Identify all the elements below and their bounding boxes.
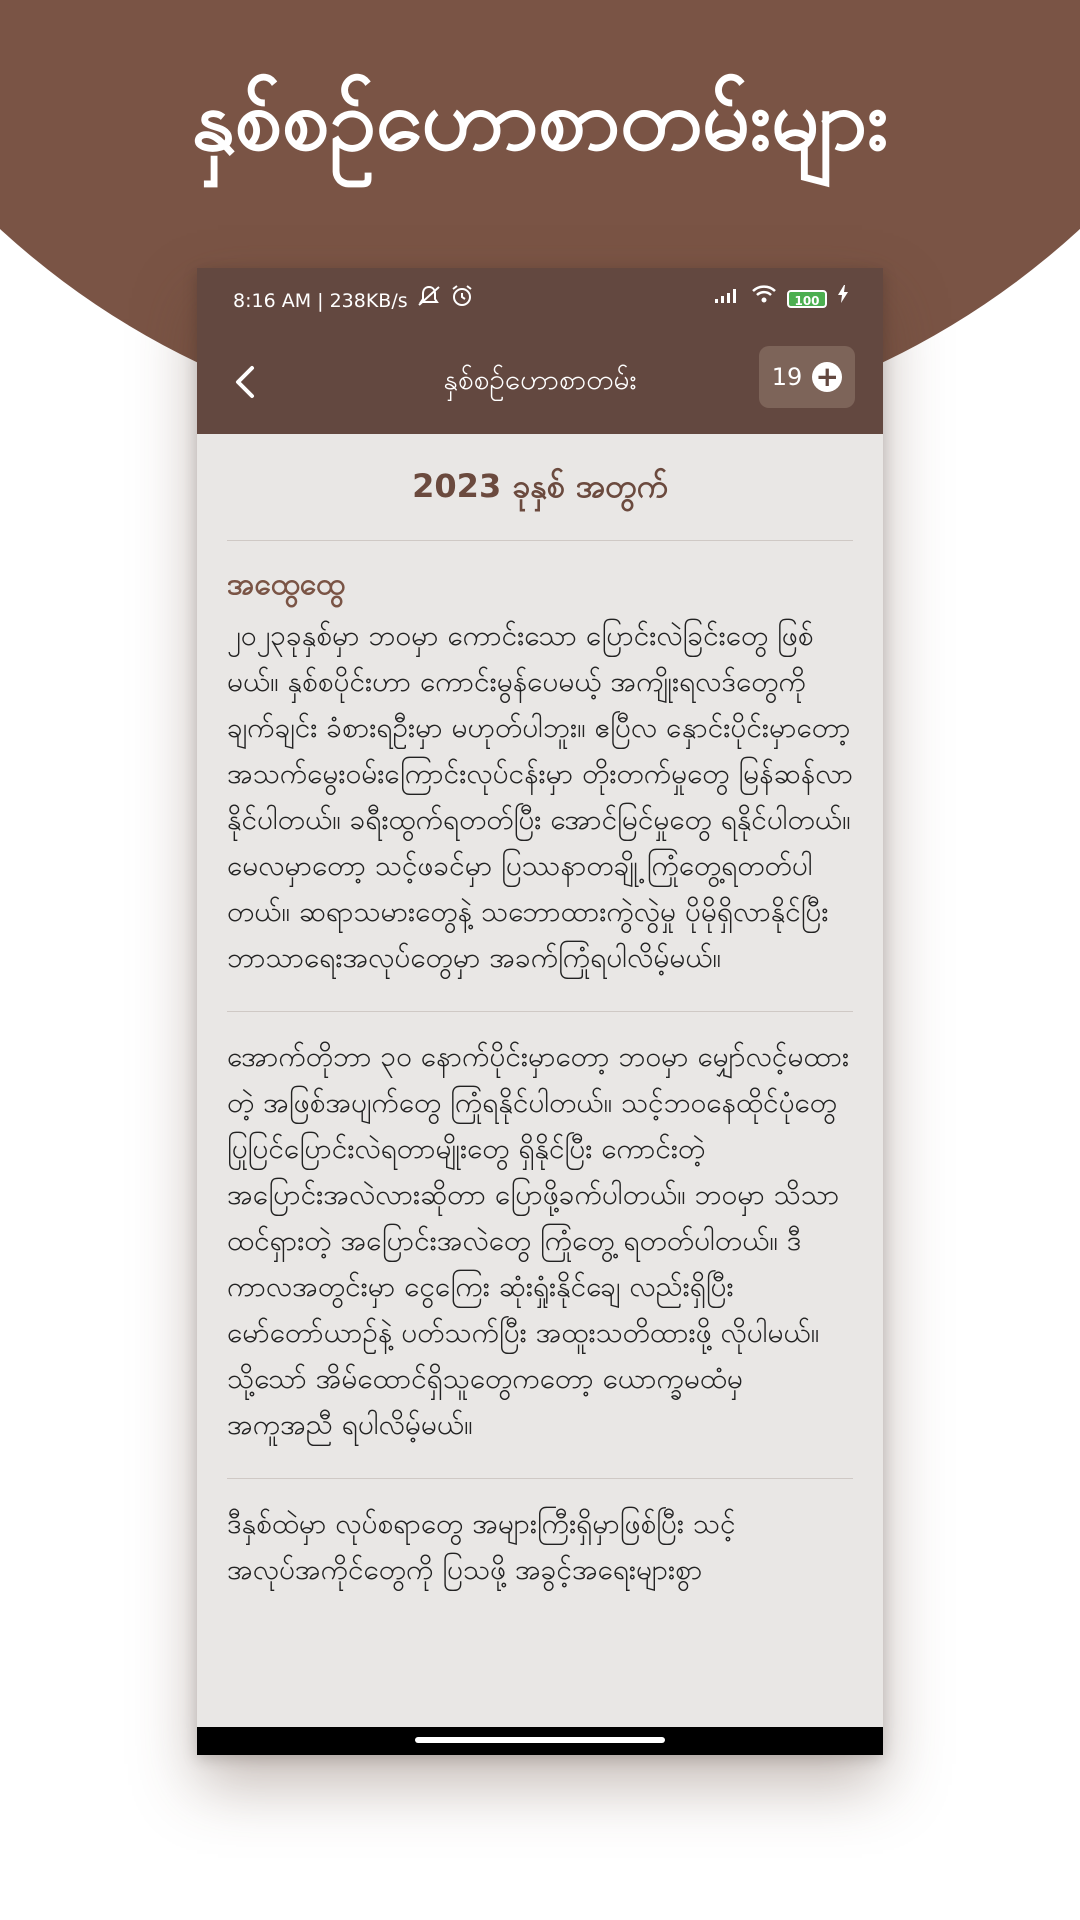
divider: [227, 1011, 853, 1012]
divider: [227, 540, 853, 541]
app-bar: [197, 330, 883, 434]
status-left: [233, 284, 474, 317]
signal-icon: [713, 284, 741, 314]
year-heading: 2023 ခုနှစ် အတွက်: [412, 467, 668, 505]
charging-icon: [837, 284, 849, 314]
navigation-bar: [197, 1727, 883, 1755]
reading-content[interactable]: [227, 434, 853, 1754]
section-heading: အထွေထွေ: [227, 567, 346, 602]
divider: [227, 1478, 853, 1479]
mute-icon: [416, 285, 442, 316]
chevron-left-icon: [219, 354, 275, 410]
home-indicator[interactable]: [415, 1737, 665, 1743]
app-title: နှစ်စဉ်ဟောစာတမ်း: [443, 363, 637, 396]
status-time-speed: 8:16 AM | 238KB/s: [233, 289, 408, 312]
paragraph: အောက်တိုဘာ ၃၀ နောက်ပိုင်းမှာတော့ ဘဝမှာ မျှော်လင့်မထားတဲ့ အဖြစ်အပျက်တွေ ကြုံရနိုင်ပါတယ်။ သင့်ဘဝနေထိုင်ပုံတွေ ပြုပြင်ပြောင်းလဲရတာမျိုးတွေ ရှိနိုင်ပြီး ကောင်းတဲ့အပြောင်းအလဲလားဆိုတာ ပြောဖို့ခက်ပါတယ်။ ဘဝမှာ သိသာထင်ရှားတဲ့ အပြောင်းအလဲတွေ ကြုံတွေ့ ရတတ်ပါတယ်။ ဒီကာလအတွင်းမှာ ငွေကြေး ဆုံးရှုံးနိုင်ချေ လည်းရှိပြီး မော်တော်ယာဉ်နဲ့ ပတ်သက်ပြီး အထူးသတိထားဖို့ လိုပါမယ်။ သို့သော် အိမ်ထောင်ရှိသူတွေကတော့ ယောက္ခမထံမှ အကူအညီ ရပါလိမ့်မယ်။: [227, 1040, 850, 1441]
paragraph: ဒီနှစ်ထဲမှာ လုပ်စရာတွေ အများကြီးရှိမှာဖြစ်ပြီး သင့်အလုပ်အကိုင်တွေကို ပြသဖို့ အခွင့်အရေးများစွာ: [227, 1507, 736, 1586]
alarm-icon: [450, 284, 474, 317]
battery-icon: 100: [787, 290, 827, 308]
wifi-icon: [751, 284, 777, 314]
count-value: 19: [771, 363, 803, 391]
status-right: [713, 284, 849, 314]
promo-title: နှစ်စဉ်ဟောစာတမ်းများ: [191, 71, 889, 169]
back-button[interactable]: [219, 354, 275, 410]
add-count-button[interactable]: [759, 346, 855, 408]
status-bar: [197, 268, 883, 330]
paragraph: ၂၀၂၃ခုနှစ်မှာ ဘဝမှာ ကောင်းသော ပြောင်းလဲခြင်းတွေ ဖြစ်မယ်။ နှစ်စပိုင်းဟာ ကောင်းမွန်ပေမယ့် အကျိုးရလဒ်တွေကို ချက်ချင်း ခံစားရဦးမှာ မဟုတ်ပါဘူး။ ဧပြီလ နှောင်းပိုင်းမှာတော့ အသက်မွေးဝမ်းကြောင်းလုပ်ငန်းမှာ တိုးတက်မှုတွေ မြန်ဆန်လာနိုင်ပါတယ်။ ခရီးထွက်ရတတ်ပြီး အောင်မြင်မှုတွေ ရနိုင်ပါတယ်။ မေလမှာတော့ သင့်ဖခင်မှာ ပြဿနာတချို့ ကြုံတွေ့ရတတ်ပါတယ်။ ဆရာသမားတွေနဲ့ သဘောထားကွဲလွဲမှု ပိုမိုရှိလာနိုင်ပြီး ဘာသာရေးအလုပ်တွေမှာ အခက်ကြုံရပါလိမ့်မယ်။: [227, 619, 853, 974]
plus-circle-icon: +: [812, 362, 842, 392]
phone-screen: [197, 268, 883, 1755]
